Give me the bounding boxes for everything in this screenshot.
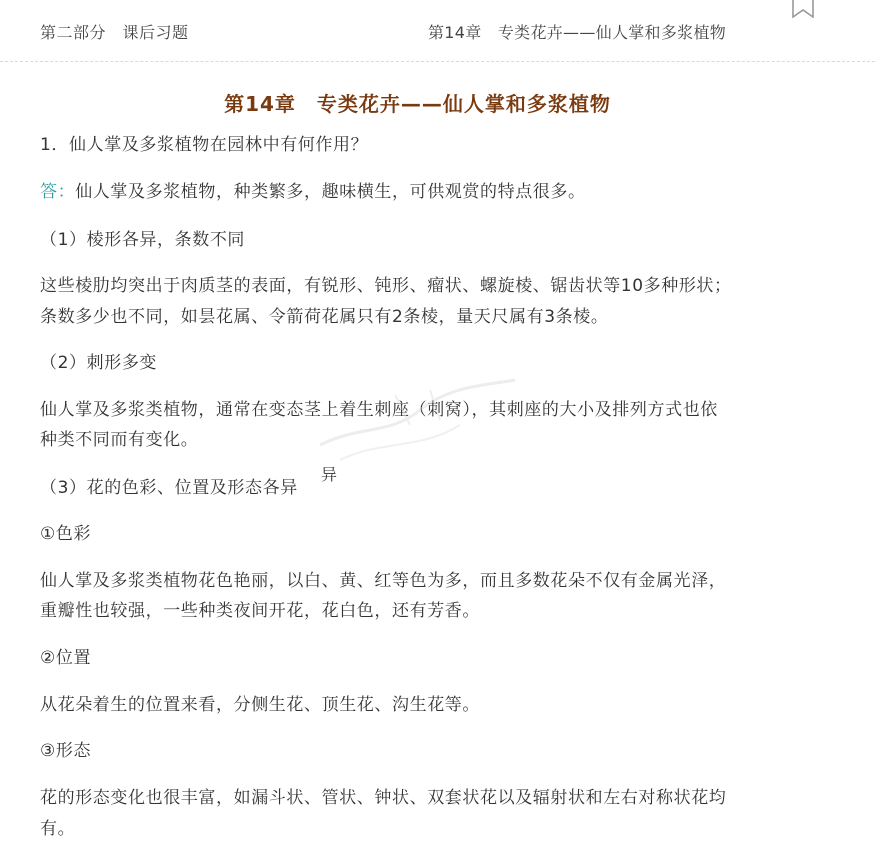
- form-heading: ③形态: [40, 741, 92, 761]
- section-3-heading: （3）花的色彩、位置及形态各异: [40, 478, 298, 498]
- color-heading: ①色彩: [40, 524, 92, 544]
- header-divider: [0, 61, 875, 62]
- question-text: 1．仙人掌及多浆植物在园林中有何作用？: [40, 135, 369, 155]
- watermark-mark: [300, 365, 530, 475]
- answer-label: 答：: [40, 182, 76, 202]
- chapter-title: 第14章 专类花卉——仙人掌和多浆植物: [224, 92, 611, 116]
- position-line-1: 从花朵着生的位置来看，分侧生花、顶生花、沟生花等。: [40, 695, 480, 715]
- section-2-line-1: 仙人掌及多浆类植物，通常在变态茎上着生刺座（刺窝），其刺座的大小及排列方式也依: [40, 400, 718, 420]
- bookmark-icon[interactable]: [790, 0, 816, 18]
- color-line-2: 重瓣性也较强，一些种类夜间开花，花白色，还有芳香。: [40, 601, 480, 621]
- section-2-heading: （2）刺形多变: [40, 353, 158, 373]
- form-line-1: 花的形态变化也很丰富，如漏斗状、管状、钟状、双套状花以及辐射状和左右对称状花均: [40, 788, 727, 808]
- color-line-1: 仙人掌及多浆类植物花色艳丽，以白、黄、红等色为多，而且多数花朵不仅有金属光泽，: [40, 571, 727, 591]
- answer-text: 仙人掌及多浆植物，种类繁多，趣味横生，可供观赏的特点很多。: [75, 182, 586, 202]
- page-header: [0, 0, 875, 62]
- section-1-line-1: 这些棱肋均突出于肉质茎的表面，有锐形、钝形、瘤状、螺旋棱、锯齿状等10多种形状；: [40, 276, 732, 296]
- section-1-line-2: 条数多少也不同，如昙花属、令箭荷花属只有2条棱，量天尺属有3条棱。: [40, 307, 609, 327]
- position-heading: ②位置: [40, 648, 92, 668]
- answer-paragraph: [40, 178, 820, 207]
- section-1-heading: （1）棱形各异，条数不同: [40, 230, 246, 250]
- header-chapter-label: 第14章 专类花卉——仙人掌和多浆植物: [428, 23, 727, 42]
- form-line-2: 有。: [40, 819, 76, 839]
- section-2-line-2: 种类不同而有变化。: [40, 430, 199, 450]
- header-part-label: 第二部分 课后习题: [40, 23, 189, 42]
- stray-character: 异: [321, 465, 338, 484]
